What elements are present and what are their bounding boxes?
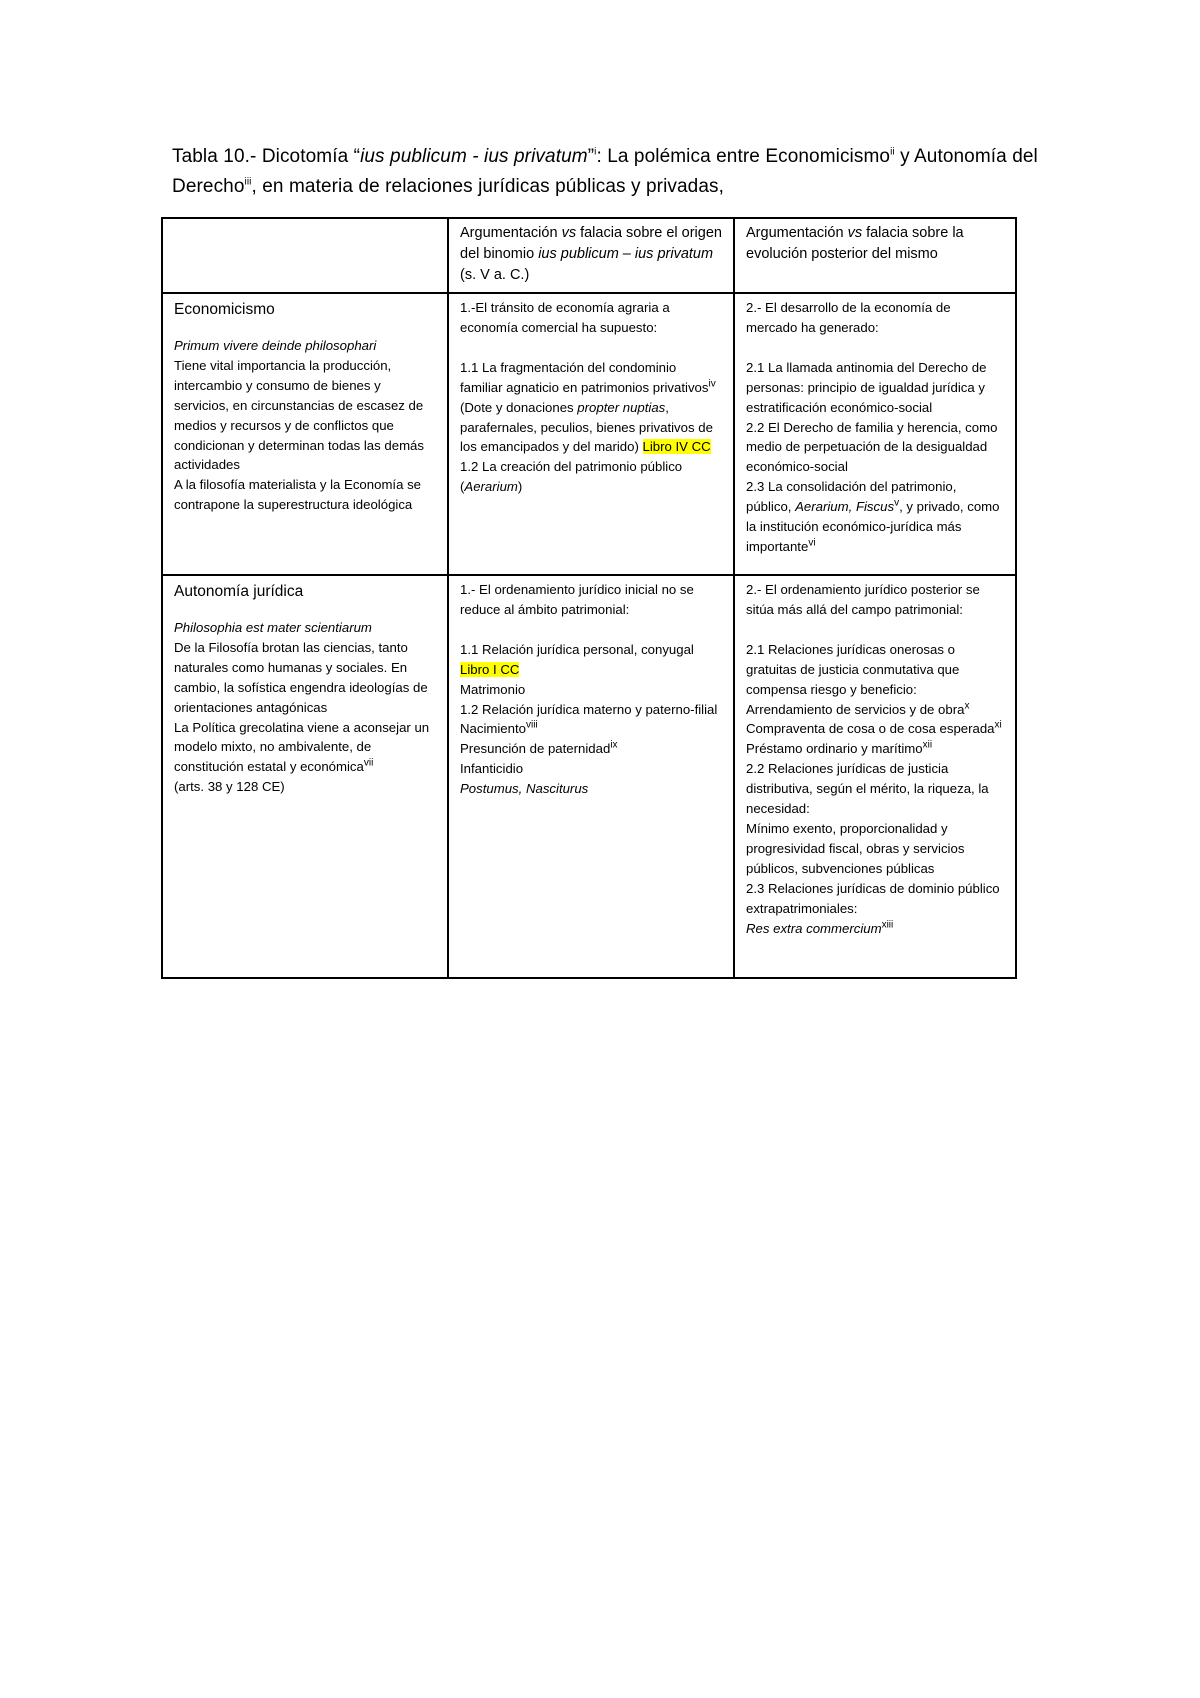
text: , parafernales, peculios, bienes privativos de los emancipados y del marido) (460, 399, 713, 455)
text: (Dote y donaciones (460, 399, 578, 415)
cell-text: 2.3 Relaciones jurídicas de dominio público extrapatrimoniales: (746, 880, 1000, 916)
cell-intro: 2.- El ordenamiento jurídico posterior se sitúa más allá del campo patrimonial: (746, 582, 980, 617)
text: Préstamo ordinario y marítimo (746, 741, 923, 757)
header-cell-origin (448, 218, 734, 293)
motto: Philosophia est mater scientiarum (174, 620, 372, 635)
text: , y privado, como la institución económico-jurídica más importante (746, 499, 1000, 554)
cell-text: Tiene vital importancia la producción, intercambio y consumo de bienes y servicios, en circunstancias de escasez de medios y recursos y de conflictos que condicionan y determinan todas las demás actividades (174, 357, 424, 473)
cell-text: (arts. 38 y 128 CE) (174, 779, 285, 795)
cell-text: A la filosofía materialista y la Economía se contrapone la superestructura ideológica (174, 477, 422, 513)
cell-text (460, 640, 722, 680)
italic-text: Postumus, Nasciturus (460, 781, 589, 797)
text: Compraventa de cosa o de cosa esperada (746, 721, 995, 737)
evolution-cell (734, 575, 1016, 978)
cell-text: 2.1 La llamada antinomia del Derecho de personas: principio de igualdad jurídica y estratificación económico-social (746, 359, 987, 415)
spacer (460, 620, 722, 640)
cell-intro: 2.- El desarrollo de la economía de mercado ha generado: (746, 300, 951, 335)
spacer (746, 338, 1004, 358)
header-text: (s. V a. C.) (460, 267, 530, 283)
text: 2.3 La consolidación del patrimonio, público, (746, 479, 957, 515)
origin-cell (448, 293, 734, 575)
cell-text (746, 477, 1004, 557)
footnote-ref[interactable]: v (894, 497, 900, 509)
footnote-ref[interactable]: viii (525, 720, 538, 732)
table-row-economicismo (162, 293, 1016, 575)
motto: Primum vivere deinde philosophari (174, 338, 377, 353)
cell-text: De la Filosofía brotan las ciencias, tanto naturales como humanas y sociales. En cambio, la sofística engendra ideologías de orientaciones antagónicas (174, 639, 428, 715)
footnote-ref[interactable]: vi (808, 537, 816, 549)
cell-text (746, 719, 1004, 739)
cell-intro: 1.- El ordenamiento jurídico inicial no se reduce al ámbito patrimonial: (460, 582, 694, 617)
cell-text: 2.1 Relaciones jurídicas onerosas o gratuitas de justicia conmutativa que compensa riesgo y beneficio: (746, 641, 960, 697)
table-header-row (162, 218, 1016, 293)
footnote-ref[interactable]: ix (610, 739, 618, 751)
cell-text (460, 398, 722, 458)
footnote-ref[interactable]: iii (244, 176, 252, 188)
row-label: Autonomía jurídica (174, 583, 304, 600)
footnote-ref[interactable]: xi (994, 720, 1002, 732)
cell-text (746, 919, 1004, 939)
highlighted-text: Libro I CC (460, 661, 520, 677)
text: Nacimiento (460, 721, 526, 737)
footnote-ref[interactable]: x (964, 700, 970, 712)
table-row-autonomia (162, 575, 1016, 978)
spacer (746, 620, 1004, 640)
text: ) (517, 479, 523, 495)
header-italic: vs (847, 225, 863, 241)
header-text: Argumentación (460, 225, 562, 241)
cell-text (460, 719, 722, 739)
header-cell-evolution (734, 218, 1016, 293)
italic-text: Aerarium (464, 479, 518, 495)
spacer (460, 338, 722, 358)
header-text: falacia sobre el origen del binomio (460, 225, 722, 262)
title-text: y Autonomía del Derecho (172, 146, 1038, 197)
cell-text: Infanticidio (460, 761, 524, 777)
comparison-table (161, 217, 1017, 979)
italic-text: Aerarium, Fiscus (795, 499, 895, 515)
footnote-ref[interactable]: xiii (881, 919, 894, 931)
evolution-cell (734, 293, 1016, 575)
header-text: Argumentación (746, 225, 848, 241)
title-text: Tabla 10.- Dicotomía “ (172, 146, 361, 167)
cell-intro: 1.-El tránsito de economía agraria a economía comercial ha supuesto: (460, 300, 670, 335)
footnote-ref[interactable]: iv (708, 378, 716, 390)
footnote-ref[interactable]: vii (363, 757, 374, 769)
document-title (172, 142, 1052, 202)
header-italic: ius publicum – ius privatum (538, 246, 714, 262)
footnote-ref[interactable]: ii (890, 146, 895, 158)
text: Arrendamiento de servicios y de obra (746, 701, 965, 717)
header-cell-empty (162, 218, 448, 293)
row-label-cell (162, 293, 448, 575)
cell-text (746, 739, 1004, 759)
cell-text (460, 457, 722, 497)
text: 1.1 Relación jurídica personal, conyugal (460, 641, 694, 657)
italic-text: propter nuptias (577, 399, 666, 415)
cell-text (460, 358, 722, 398)
row-label-cell (162, 575, 448, 978)
origin-cell (448, 575, 734, 978)
title-text: ” (587, 146, 595, 167)
cell-text (746, 700, 1004, 720)
text: Presunción de paternidad (460, 741, 611, 757)
cell-text (460, 739, 722, 759)
title-text: , en materia de relaciones jurídicas públicas y privadas, (251, 176, 724, 197)
cell-text (174, 718, 436, 778)
cell-text: 2.2 Relaciones jurídicas de justicia distributiva, según el mérito, la riqueza, la necesidad: (746, 761, 989, 817)
text: 1.2 La creación del patrimonio público ( (460, 459, 683, 495)
title-italic: ius publicum - ius privatum (360, 146, 588, 167)
cell-text: Mínimo exento, proporcionalidad y progresividad fiscal, obras y servicios públicos, subvenciones públicas (746, 820, 965, 876)
italic-text: Res extra commercium (746, 920, 882, 936)
row-label: Economicismo (174, 301, 275, 318)
highlighted-text: Libro IV CC (642, 439, 711, 455)
header-text: falacia sobre la evolución posterior del mismo (746, 225, 964, 262)
cell-text: 1.2 Relación jurídica materno y paterno-filial (460, 701, 718, 717)
text: La Política grecolatina viene a aconsejar un modelo mixto, no ambivalente, de constitución estatal y económica (174, 719, 430, 775)
cell-text: 2.2 El Derecho de familia y herencia, como medio de perpetuación de la desigualdad económico-social (746, 419, 998, 475)
text: 1.1 La fragmentación del condominio familiar agnaticio en patrimonios privativos (460, 359, 709, 395)
footnote-ref[interactable]: xii (922, 739, 933, 751)
cell-text: Matrimonio (460, 681, 526, 697)
footnote-ref[interactable]: i (594, 146, 597, 158)
header-italic: vs (561, 225, 577, 241)
title-text: : La polémica entre Economicismo (596, 146, 891, 167)
